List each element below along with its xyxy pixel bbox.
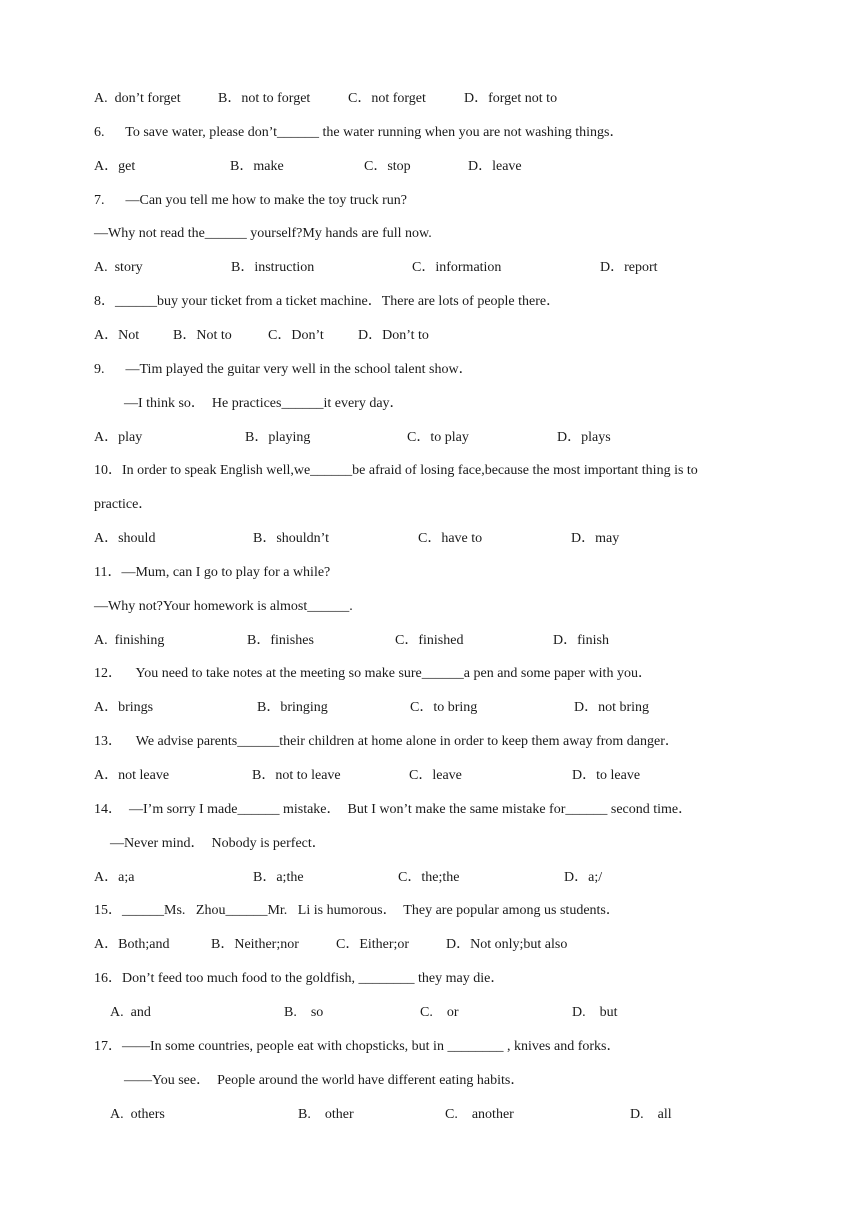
question-line-q10-b: practice．: [94, 497, 153, 512]
answer-option-q13-opts-d: D．to leave: [572, 768, 641, 783]
answer-option-q8-opts-d: D．Don’t to: [358, 328, 429, 343]
answer-option-q11-opts-a: A. finishing: [94, 633, 165, 648]
answer-option-q10-opts-a: A．should: [94, 531, 156, 546]
answer-option-q5-opts-b: B．not to forget: [218, 91, 311, 106]
question-line-q12: 12． You need to take notes at the meeting so make sure______a pen and some paper with you．: [94, 666, 652, 681]
question-line-q17: 17．——In some countries, people eat with chopsticks, but in ________ , knives and forks．: [94, 1039, 621, 1054]
answer-option-q17-opts-c: C. another: [445, 1107, 514, 1122]
answer-option-q16-opts-c: C. or: [420, 1005, 459, 1020]
answer-option-q6-opts-a: A．get: [94, 159, 136, 174]
question-line-q7-b: —Why not read the______ yourself?My hands are full now.: [94, 226, 432, 241]
answer-option-q12-opts-b: B．bringing: [257, 700, 328, 715]
question-line-q15: 15．______Ms. Zhou______Mr. Li is humorous． They are popular among us students．: [94, 903, 620, 918]
question-line-q9-b: —I think so． He practices______it every day．: [124, 396, 404, 411]
answer-option-q14-opts-d: D．a;/: [564, 870, 603, 885]
answer-option-q10-opts-b: B．shouldn’t: [253, 531, 329, 546]
answer-option-q14-opts-b: B．a;the: [253, 870, 304, 885]
answer-option-q7-opts-b: B．instruction: [231, 260, 315, 275]
answer-option-q8-opts-a: A．Not: [94, 328, 140, 343]
answer-option-q15-opts-c: C．Either;or: [336, 937, 410, 952]
question-line-q14: 14． —I’m sorry I made______ mistake． But I won’t make the same mistake for______ second time．: [94, 802, 693, 817]
answer-option-q16-opts-d: D. but: [572, 1005, 618, 1020]
answer-option-q7-opts-c: C．information: [412, 260, 502, 275]
question-line-q8: 8．______buy your ticket from a ticket machine．There are lots of people there．: [94, 294, 561, 309]
answer-option-q16-opts-b: B. so: [284, 1005, 324, 1020]
answer-option-q16-opts-a: A. and: [110, 1005, 151, 1020]
question-line-q16: 16．Don’t feed too much food to the goldfish, ________ they may die．: [94, 971, 505, 986]
answer-option-q6-opts-b: B．make: [230, 159, 284, 174]
answer-option-q8-opts-c: C．Don’t: [268, 328, 324, 343]
answer-option-q14-opts-a: A．a;a: [94, 870, 135, 885]
answer-option-q9-opts-b: B．playing: [245, 430, 311, 445]
answer-option-q12-opts-c: C．to bring: [410, 700, 478, 715]
answer-option-q13-opts-c: C．leave: [409, 768, 462, 783]
answer-option-q10-opts-d: D．may: [571, 531, 620, 546]
answer-option-q14-opts-c: C．the;the: [398, 870, 460, 885]
answer-option-q15-opts-b: B．Neither;nor: [211, 937, 299, 952]
answer-option-q13-opts-b: B．not to leave: [252, 768, 341, 783]
answer-option-q9-opts-d: D．plays: [557, 430, 611, 445]
answer-option-q10-opts-c: C．have to: [418, 531, 483, 546]
question-line-q10: 10．In order to speak English well,we______be afraid of losing face,because the most important thing is to: [94, 463, 698, 478]
question-line-q7: 7. —Can you tell me how to make the toy truck run?: [94, 193, 407, 208]
answer-option-q11-opts-d: D．finish: [553, 633, 609, 648]
answer-option-q17-opts-b: B. other: [298, 1107, 354, 1122]
question-line-q6: 6. To save water, please don’t______ the water running when you are not washing things．: [94, 125, 624, 140]
answer-option-q6-opts-d: D．leave: [468, 159, 522, 174]
question-line-q14-b: —Never mind． Nobody is perfect．: [110, 836, 326, 851]
answer-option-q17-opts-d: D. all: [630, 1107, 672, 1122]
answer-option-q9-opts-c: C．to play: [407, 430, 469, 445]
answer-option-q15-opts-a: A．Both;and: [94, 937, 170, 952]
answer-option-q12-opts-a: A．brings: [94, 700, 154, 715]
question-line-q11: 11．—Mum, can I go to play for a while?: [94, 565, 331, 580]
answer-option-q12-opts-d: D．not bring: [574, 700, 650, 715]
answer-option-q17-opts-a: A. others: [110, 1107, 165, 1122]
answer-option-q5-opts-a: A. don’t forget: [94, 91, 181, 106]
answer-option-q9-opts-a: A．play: [94, 430, 143, 445]
answer-option-q13-opts-a: A．not leave: [94, 768, 170, 783]
answer-option-q11-opts-b: B．finishes: [247, 633, 314, 648]
answer-option-q6-opts-c: C．stop: [364, 159, 411, 174]
answer-option-q15-opts-d: D．Not only;but also: [446, 937, 568, 952]
question-line-q13: 13． We advise parents______their children at home alone in order to keep them away from danger．: [94, 734, 679, 749]
answer-option-q8-opts-b: B．Not to: [173, 328, 232, 343]
answer-option-q5-opts-c: C．not forget: [348, 91, 426, 106]
question-line-q17-b: ——You see． People around the world have different eating habits．: [124, 1073, 525, 1088]
answer-option-q7-opts-a: A. story: [94, 260, 143, 275]
answer-option-q11-opts-c: C．finished: [395, 633, 464, 648]
question-line-q11-b: —Why not?Your homework is almost______.: [94, 599, 353, 614]
question-line-q9: 9. —Tim played the guitar very well in the school talent show．: [94, 362, 473, 377]
answer-option-q7-opts-d: D．report: [600, 260, 658, 275]
answer-option-q5-opts-d: D．forget not to: [464, 91, 558, 106]
